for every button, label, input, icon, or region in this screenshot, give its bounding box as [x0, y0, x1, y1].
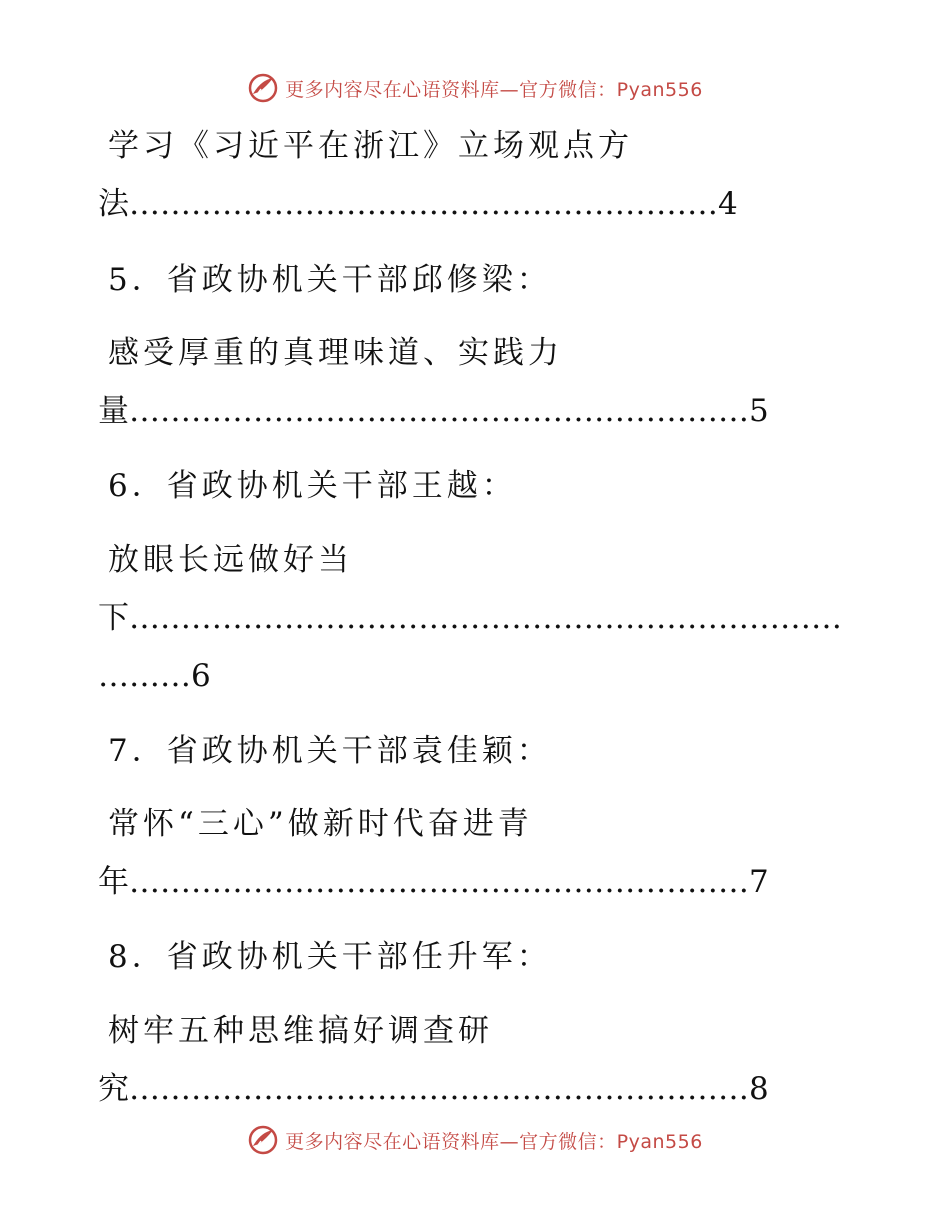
toc-entry-7-title-line2 — [98, 862, 769, 902]
toc-entry-8-leader: …………………………………………………… — [129, 1071, 749, 1107]
pen-logo-icon — [247, 1124, 279, 1156]
toc-entry-7-last-char: 年 — [98, 864, 129, 900]
toc-entry-5-last-char: 量 — [98, 393, 129, 429]
watermark-text-bottom — [285, 1127, 703, 1154]
toc-entry-5-heading: 5．省政协机关干部邱修梁： — [108, 262, 552, 298]
toc-entry-6-last-char: 下 — [98, 600, 129, 636]
watermark-content-bottom — [247, 1124, 703, 1156]
toc-entry-8-title-line1: 树牢五种思维搞好调查研 — [108, 1013, 493, 1049]
toc-entry-4-leader: ………………………………………………… — [129, 186, 718, 222]
toc-entry-8-heading: 8．省政协机关干部任升军： — [108, 939, 552, 975]
watermark-suffix: 官方微信：Pyan556 — [519, 1130, 703, 1153]
toc-entry-8-last-char: 究 — [98, 1071, 129, 1107]
toc-entry-7-page: 7 — [749, 864, 769, 900]
toc-entry-4-title-line2 — [98, 184, 738, 224]
toc-entry-6-title-line1: 放眼长远做好当 — [108, 542, 353, 578]
toc-entry-4-title-line1: 学习《习近平在浙江》立场观点方 — [108, 128, 633, 164]
watermark-suffix: 官方微信：Pyan556 — [519, 78, 703, 101]
toc-entry-7-title-line1: 常怀“三心”做新时代奋进青 — [108, 806, 533, 842]
toc-entry-5-page: 5 — [749, 393, 769, 429]
toc-entry-6-page: 6 — [191, 658, 211, 694]
toc-entry-8-page: 8 — [749, 1071, 769, 1107]
toc-entry-5-title-line1: 感受厚重的真理味道、实践力 — [108, 335, 563, 371]
toc-entry-7-heading: 7．省政协机关干部袁佳颖： — [108, 733, 552, 769]
toc-entry-8-title-line2 — [98, 1069, 769, 1109]
toc-entry-6-heading: 6．省政协机关干部王越： — [108, 468, 517, 504]
watermark-dash: — — [499, 78, 520, 101]
toc-entry-6-leader: …………………………………………………………… — [129, 600, 842, 636]
watermark-main-text: 更多内容尽在心语资料库 — [285, 78, 500, 101]
toc-entry-7-leader: …………………………………………………… — [129, 864, 749, 900]
watermark-main-text: 更多内容尽在心语资料库 — [285, 1130, 500, 1153]
toc-entry-4-page: 4 — [718, 186, 738, 222]
toc-entry-6-leader-cont: ……… — [98, 658, 191, 694]
watermark-dash: — — [499, 1130, 520, 1153]
toc-entry-5-leader: …………………………………………………… — [129, 393, 749, 429]
watermark-banner-bottom — [0, 1120, 950, 1160]
toc-entry-6-title-line3 — [98, 656, 211, 696]
toc-entry-6-title-line2 — [98, 598, 842, 638]
toc-entry-5-title-line2 — [98, 391, 769, 431]
toc-entry-4-last-char: 法 — [98, 186, 129, 222]
